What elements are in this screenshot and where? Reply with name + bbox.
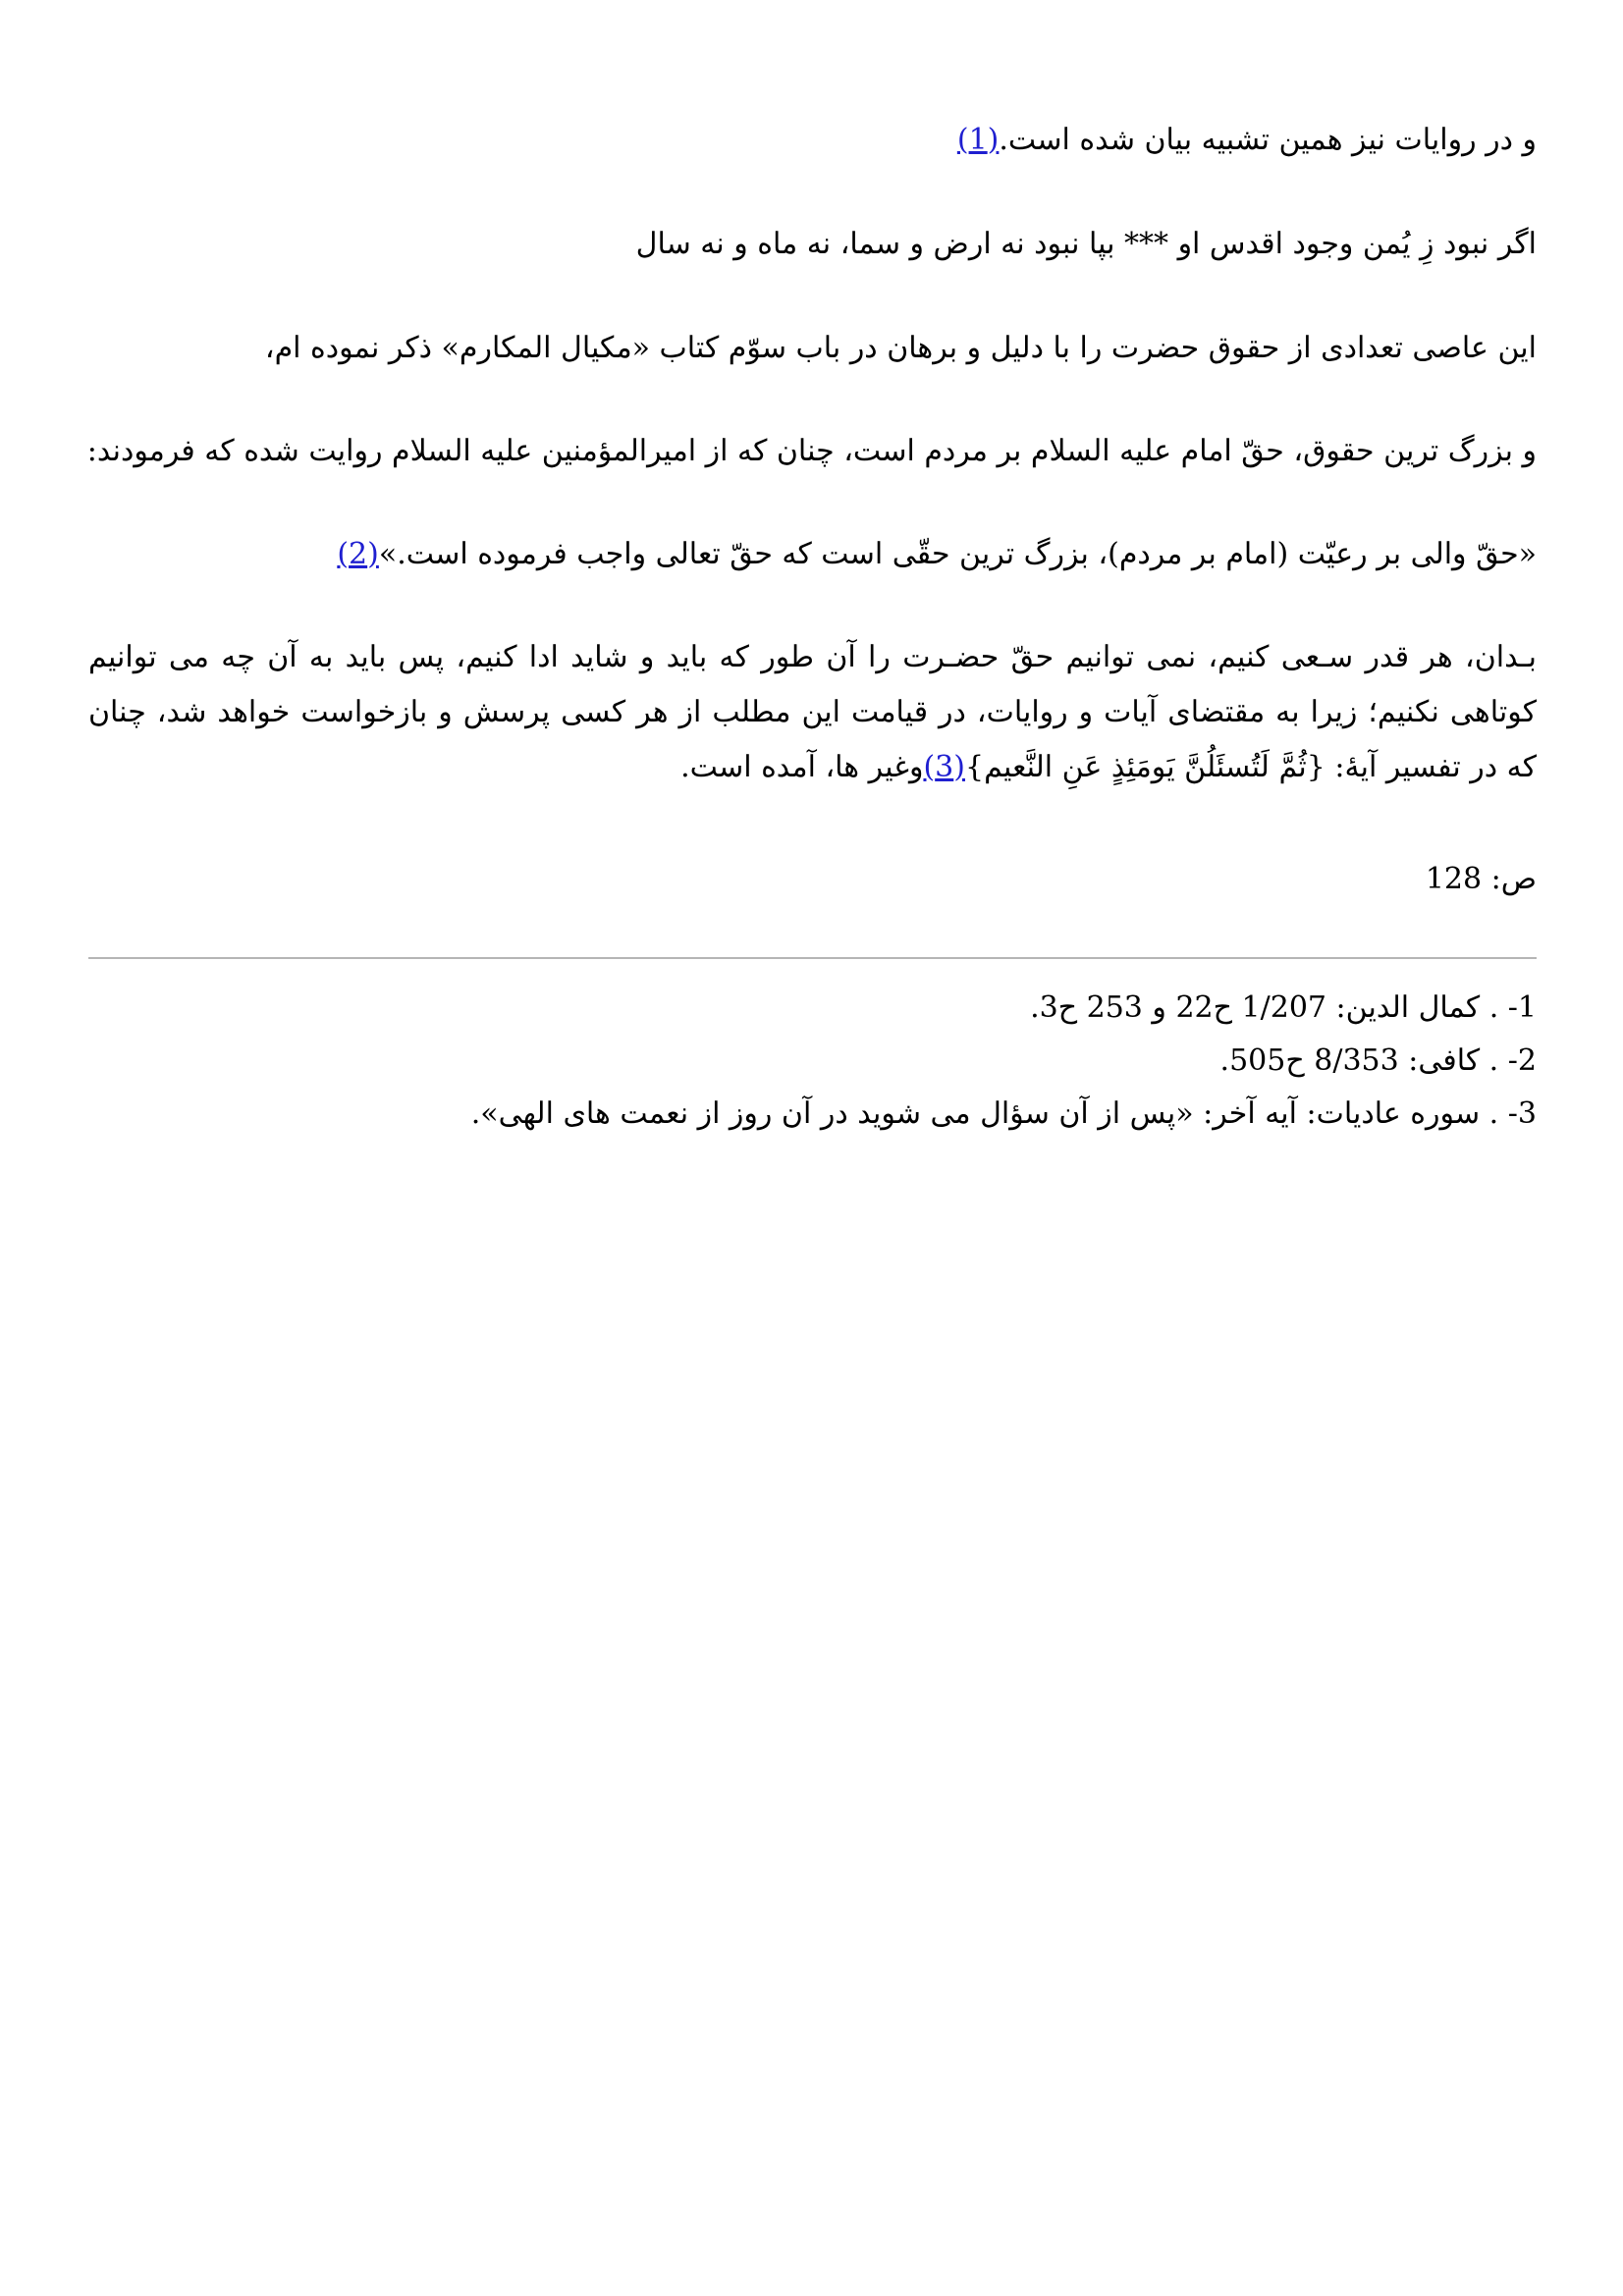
- footnote-link-1[interactable]: (1): [956, 123, 1000, 157]
- paragraph-4: [88, 630, 1537, 795]
- paragraph-text-after: وغیر ها، آمده است.: [680, 750, 924, 784]
- footnote-divider: [88, 957, 1537, 959]
- paragraph-2: [88, 321, 1537, 376]
- paragraph-text: «حقّ والی بر رعیّت (امام بر مردم)، بزرگ ترین حقّی است که حقّ تعالی واجب فرموده است.»: [378, 537, 1537, 571]
- quote-paragraph: [88, 527, 1537, 582]
- paragraph-text: و در روایات نیز همین تشبیه بیان شده است.: [999, 123, 1537, 157]
- poem-line: [88, 217, 1537, 272]
- footnote-text: . کافی: 8/353 ح505.: [1219, 1043, 1508, 1078]
- footnote-3: [88, 1088, 1537, 1141]
- paragraph-text: اگر نبود زِ یُمن وجود اقدس او *** بپا نبود نه ارض و سما، نه ماه و نه سال: [635, 227, 1537, 261]
- footnote-number: 2-: [1507, 1043, 1537, 1078]
- footnote-text: . کمال الدین: 1/207 ح22 و 253 ح3.: [1030, 990, 1508, 1025]
- paragraph-3: [88, 424, 1537, 479]
- paragraph-1: [88, 113, 1537, 168]
- paragraph-text: بـدان، هر قدر سـعی کنیم، نمی توانیم حقّ حضـرت را آن طور که باید و شاید ادا کنیم، پس باید به آن چه می توانیم کوتاهی نکنیم؛ زیرا به مقتضای آیات و روایات، در قیامت این مطلب از هر کسی پرسش و بازخواست خواهد شد، چنان که در تفسیر آیهٔ: {ثُمَّ لَتُسئَلُنَّ یَومَئِذٍ عَنِ النَّعیم}: [88, 640, 1537, 784]
- page-number: ص: 128: [1425, 862, 1537, 896]
- footnote-link-3[interactable]: (3): [923, 750, 965, 784]
- footnote-1: [88, 982, 1537, 1035]
- footnotes: [88, 982, 1537, 1141]
- footnote-text: . سوره عادیات: آیه آخر: «پس از آن سؤال می شوید در آن روز از نعمت های الهی».: [470, 1096, 1508, 1131]
- footnote-number: 3-: [1507, 1096, 1537, 1131]
- footnote-2: [88, 1035, 1537, 1088]
- paragraph-text: این عاصی تعدادی از حقوق حضرت را با دلیل و برهان در باب سوّم کتاب «مکیال المکارم» ذکر نموده ام،: [264, 331, 1537, 365]
- paragraph-text: و بزرگ ترین حقوق، حقّ امام علیه السلام بر مردم است، چنان که از امیرالمؤمنین علیه السلام روایت شده که فرمودند:: [86, 434, 1537, 468]
- footnote-number: 1-: [1507, 990, 1537, 1025]
- footnote-link-2[interactable]: (2): [337, 537, 379, 571]
